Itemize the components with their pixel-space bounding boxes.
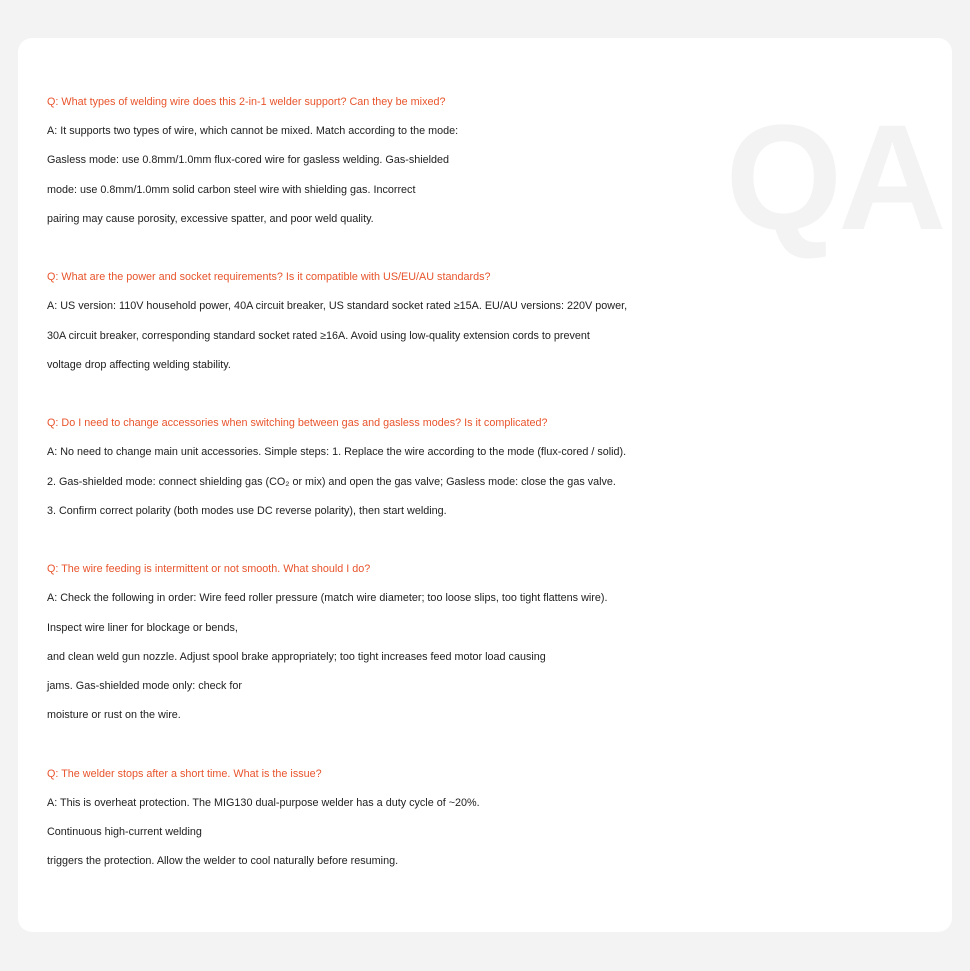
faq-question: Q: The welder stops after a short time. What is the issue? (47, 767, 322, 780)
faq-answer-line: moisture or rust on the wire. (47, 709, 181, 722)
faq-answer-line: 3. Confirm correct polarity (both modes use DC reverse polarity), then start welding. (47, 504, 447, 517)
qa-watermark: QA (725, 93, 943, 261)
faq-item (47, 409, 947, 526)
faq-list (47, 88, 947, 876)
faq-spacer (47, 380, 947, 409)
faq-spacer (47, 526, 947, 555)
faq-answer-line: A: This is overheat protection. The MIG130 dual-purpose welder has a duty cycle of ~20%. (47, 796, 480, 809)
faq-spacer (47, 234, 947, 263)
faq-item (47, 555, 947, 730)
faq-answer-line: voltage drop affecting welding stability. (47, 358, 231, 371)
faq-question: Q: What types of welding wire does this 2-in-1 welder support? Can they be mixed? (47, 96, 446, 108)
faq-item (47, 88, 947, 234)
faq-question: Q: Do I need to change accessories when switching between gas and gasless modes? Is it complicated? (47, 417, 548, 430)
faq-answer-line: and clean weld gun nozzle. Adjust spool brake appropriately; too tight increases feed motor load causing (47, 650, 546, 663)
faq-question: Q: The wire feeding is intermittent or not smooth. What should I do? (47, 563, 371, 576)
faq-item (47, 263, 947, 380)
faq-answer-line: A: No need to change main unit accessories. Simple steps: 1. Replace the wire according to the mode (flux-cored / solid). (47, 446, 627, 459)
faq-answer-line: jams. Gas-shielded mode only: check for (47, 680, 243, 693)
faq-answer-line: A: It supports two types of wire, which cannot be mixed. Match according to the mode: (47, 125, 459, 138)
faq-answer-line: Continuous high-current welding (47, 826, 202, 839)
faq-answer-line: pairing may cause porosity, excessive spatter, and poor weld quality. (47, 212, 374, 225)
faq-answer-line: 30A circuit breaker, corresponding standard socket rated ≥16A. Avoid using low-quality extension cords to prevent (47, 329, 590, 342)
faq-spacer (47, 730, 947, 759)
faq-answer-line: Inspect wire liner for blockage or bends, (47, 621, 238, 634)
faq-answer-line: triggers the protection. Allow the welder to cool naturally before resuming. (47, 855, 399, 868)
faq-question: Q: What are the power and socket requirements? Is it compatible with US/EU/AU standards? (47, 271, 491, 284)
faq-answer-line: mode: use 0.8mm/1.0mm solid carbon steel wire with shielding gas. Incorrect (47, 183, 416, 196)
faq-answer-line: Gasless mode: use 0.8mm/1.0mm flux-cored wire for gasless welding. Gas-shielded (47, 154, 450, 167)
faq-item (47, 760, 947, 877)
faq-answer-line: A: Check the following in order: Wire feed roller pressure (match wire diameter; too loose slips, too tight flattens wire). (47, 592, 608, 605)
faq-answer-line: A: US version: 110V household power, 40A circuit breaker, US standard socket rated ≥15A. EU/AU versions: 220V power, (47, 300, 628, 313)
faq-answer-line: 2. Gas-shielded mode: connect shielding gas (CO₂ or mix) and open the gas valve; Gasless mode: close the gas valve. (47, 475, 616, 488)
